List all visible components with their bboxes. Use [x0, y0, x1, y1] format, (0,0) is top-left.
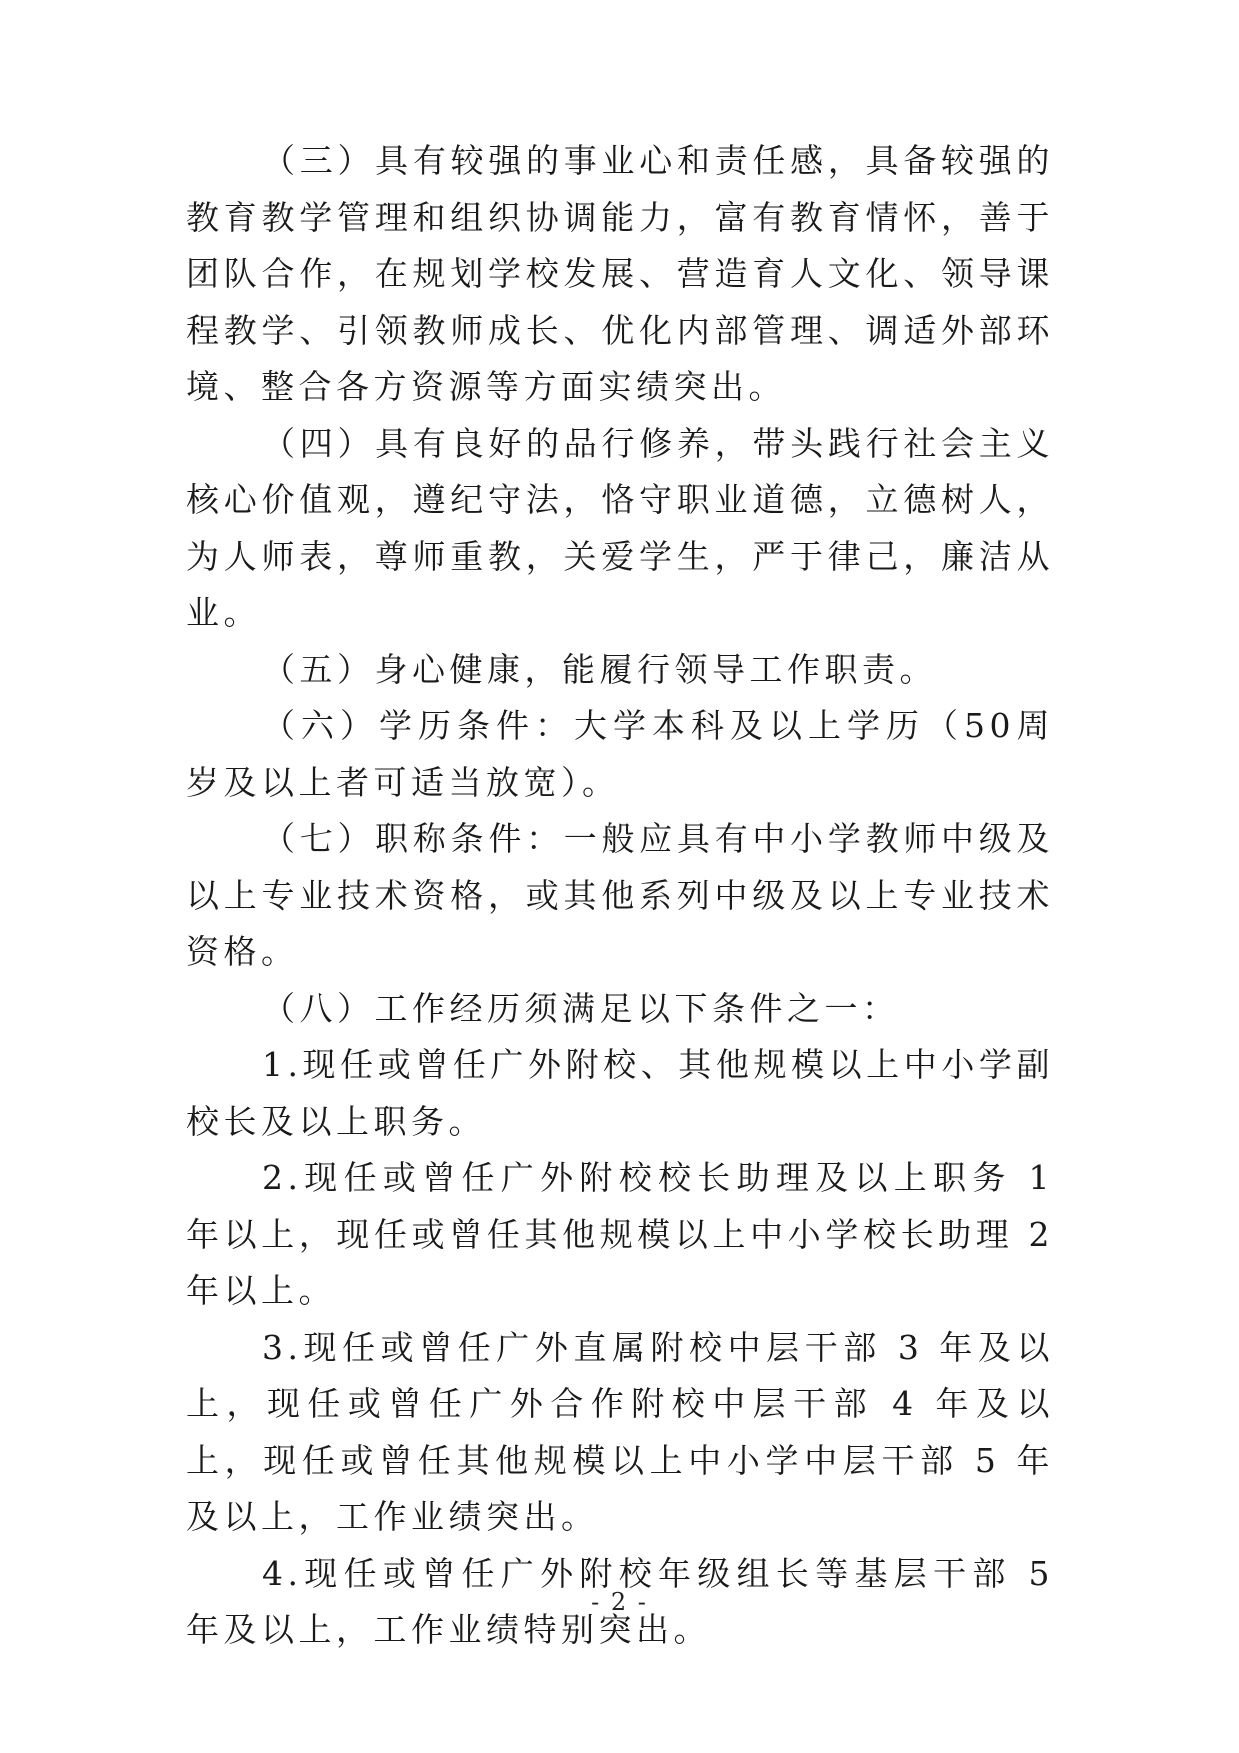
condition-item-3: 3.现任或曾任广外直属附校中层干部 3 年及以上，现任或曾任广外合作附校中层干部 4 年及以上，现任或曾任其他规模以上中小学中层干部 5 年及以上，工作业绩突出。: [186, 1327, 1054, 1536]
condition-item-4: 4.现任或曾任广外附校年级组长等基层干部 5 年及以上，工作业绩特别突出。: [186, 1553, 1054, 1649]
paragraph-item-4: （四）具有良好的品行修养，带头践行社会主义核心价值观，遵纪守法，恪守职业道德，立德树人，为人师表，尊师重教，关爱学生，严于律己，廉洁从业。: [186, 423, 1054, 632]
document-body: [186, 133, 1054, 1659]
condition-item-2: 2.现任或曾任广外附校校长助理及以上职务 1 年以上，现任或曾任其他规模以上中小学校长助理 2 年以上。: [186, 1158, 1054, 1310]
page-number: - 2 -: [591, 1588, 648, 1616]
paragraph-item-3: （三）具有较强的事业心和责任感，具备较强的教育教学管理和组织协调能力，富有教育情怀，善于团队合作，在规划学校发展、营造育人文化、领导课程教学、引领教师成长、优化内部管理、调适外部环境、整合各方资源等方面实绩突出。: [186, 141, 1054, 406]
paragraph-item-8: （八）工作经历须满足以下条件之一：: [262, 988, 900, 1028]
condition-item-1: 1.现任或曾任广外附校、其他规模以上中小学副校长及以上职务。: [186, 1045, 1054, 1141]
paragraph-item-7: （七）职称条件：一般应具有中小学教师中级及以上专业技术资格，或其他系列中级及以上专业技术资格。: [186, 819, 1054, 971]
paragraph-item-5: （五）身心健康，能履行领导工作职责。: [262, 649, 937, 689]
paragraph-item-6: （六）学历条件：大学本科及以上学历（50周岁及以上者可适当放宽）。: [186, 706, 1054, 802]
